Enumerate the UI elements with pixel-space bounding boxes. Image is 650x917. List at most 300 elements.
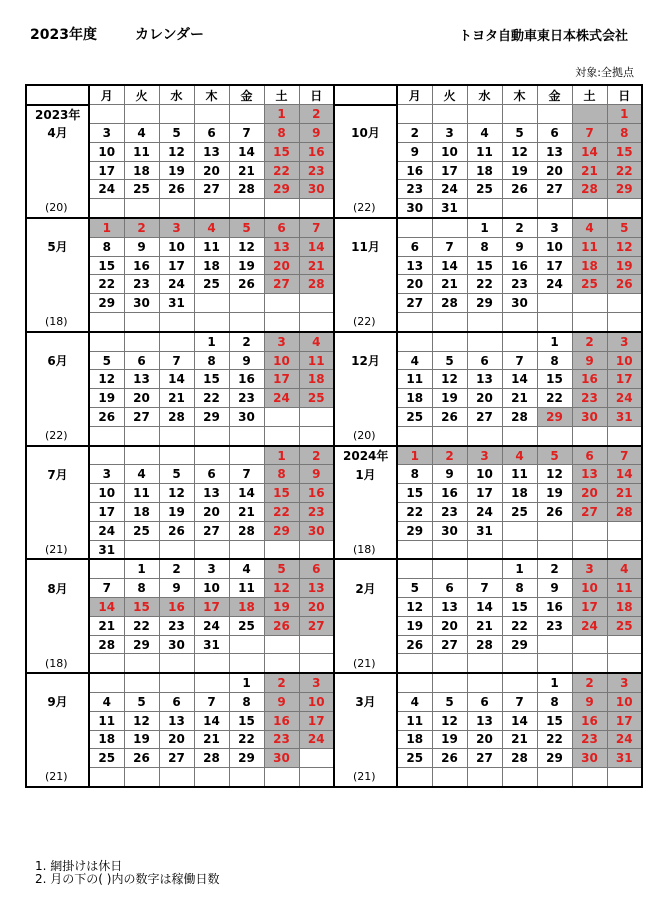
empty-cell [537, 635, 572, 654]
empty-cell [124, 768, 159, 787]
month-label-cell [26, 237, 89, 256]
week-row [26, 426, 642, 445]
holiday-cell: 21 [299, 256, 334, 275]
holiday-cell: 12 [264, 579, 299, 598]
day-cell: 15 [537, 370, 572, 389]
day-cell: 24 [467, 503, 502, 522]
empty-cell [124, 673, 159, 692]
holiday-cell: 14 [299, 237, 334, 256]
day-cell: 4 [89, 693, 124, 712]
day-cell: 26 [124, 749, 159, 768]
month-label-cell [334, 730, 397, 749]
day-cell: 22 [502, 616, 537, 635]
day-cell: 24 [537, 275, 572, 294]
holiday-cell: 16 [159, 598, 194, 617]
day-cell: 20 [194, 161, 229, 180]
holiday-cell: 20 [264, 256, 299, 275]
day-cell: 23 [502, 275, 537, 294]
empty-cell [572, 294, 607, 313]
day-cell: 21 [432, 275, 467, 294]
empty-cell [502, 332, 537, 351]
day-cell: 22 [124, 616, 159, 635]
day-cell: 4 [124, 465, 159, 484]
empty-cell [607, 635, 642, 654]
day-cell: 26 [159, 180, 194, 199]
week-row [26, 446, 642, 465]
day-cell: 5 [159, 465, 194, 484]
day-cell: 7 [194, 693, 229, 712]
day-cell: 19 [537, 484, 572, 503]
day-cell: 25 [397, 408, 432, 427]
empty-cell [89, 105, 124, 124]
empty-cell [229, 540, 264, 559]
day-cell: 6 [194, 124, 229, 143]
holiday-cell: 24 [572, 616, 607, 635]
holiday-cell: 10 [299, 693, 334, 712]
month-label-cell [26, 446, 89, 465]
empty-cell [572, 768, 607, 787]
empty-cell [467, 199, 502, 218]
month-label-cell [334, 237, 397, 256]
month-label-cell [26, 693, 89, 712]
month-label-cell [334, 332, 397, 351]
empty-cell [467, 105, 502, 124]
holiday-cell: 6 [572, 446, 607, 465]
holiday-cell: 5 [607, 218, 642, 237]
empty-cell [229, 654, 264, 673]
day-cell: 22 [194, 389, 229, 408]
day-cell: 7 [229, 465, 264, 484]
empty-cell [502, 521, 537, 540]
month-label-cell [26, 218, 89, 237]
month-name: 5月 [47, 240, 68, 255]
empty-cell [432, 313, 467, 332]
month-label-cell [26, 465, 89, 484]
holiday-cell: 17 [607, 711, 642, 730]
day-cell: 3 [537, 218, 572, 237]
month-label-cell [334, 408, 397, 427]
empty-cell [89, 332, 124, 351]
month-label-cell [334, 351, 397, 370]
month-label-cell [334, 598, 397, 617]
holiday-cell: 9 [299, 124, 334, 143]
workdays-count: (21) [45, 770, 68, 784]
year-label: 2024年 [343, 449, 389, 464]
day-cell: 29 [124, 635, 159, 654]
weekday-header: 日 [299, 85, 334, 105]
day-cell: 21 [194, 730, 229, 749]
holiday-cell: 27 [572, 503, 607, 522]
weekday-header: 木 [194, 85, 229, 105]
day-cell: 23 [537, 616, 572, 635]
day-cell: 23 [397, 180, 432, 199]
day-cell: 18 [502, 484, 537, 503]
week-row [26, 389, 642, 408]
day-cell: 13 [159, 711, 194, 730]
month-name: 8月 [47, 581, 68, 596]
day-cell: 2 [397, 124, 432, 143]
month-label-cell [26, 654, 89, 673]
empty-cell [467, 768, 502, 787]
day-cell: 13 [194, 484, 229, 503]
empty-cell [264, 654, 299, 673]
holiday-cell: 24 [607, 389, 642, 408]
day-cell: 25 [397, 749, 432, 768]
month-label-cell [26, 484, 89, 503]
holiday-cell: 21 [572, 161, 607, 180]
day-cell: 11 [467, 142, 502, 161]
day-cell: 3 [89, 465, 124, 484]
week-row [26, 654, 642, 673]
month-label-cell [26, 142, 89, 161]
day-cell: 14 [159, 370, 194, 389]
empty-cell [467, 673, 502, 692]
day-cell: 18 [397, 389, 432, 408]
empty-cell [299, 749, 334, 768]
empty-cell [397, 332, 432, 351]
day-cell: 22 [537, 389, 572, 408]
empty-cell [397, 313, 432, 332]
month-label-cell [26, 370, 89, 389]
month-label-cell [334, 579, 397, 598]
day-cell: 11 [397, 711, 432, 730]
day-cell: 20 [432, 616, 467, 635]
holiday-cell: 18 [229, 598, 264, 617]
holiday-cell: 2 [124, 218, 159, 237]
day-cell: 5 [502, 124, 537, 143]
month-label-cell [26, 768, 89, 787]
day-cell: 1 [537, 673, 572, 692]
empty-cell [607, 654, 642, 673]
holiday-cell: 4 [194, 218, 229, 237]
empty-cell [432, 768, 467, 787]
holiday-cell: 16 [299, 142, 334, 161]
empty-cell [194, 294, 229, 313]
month-label-cell [26, 389, 89, 408]
fiscal-year-title: 2023年度 [30, 27, 97, 43]
empty-cell [537, 768, 572, 787]
day-cell: 28 [229, 180, 264, 199]
day-cell: 25 [194, 275, 229, 294]
day-cell: 7 [502, 351, 537, 370]
holiday-cell: 4 [572, 218, 607, 237]
day-cell: 7 [432, 237, 467, 256]
day-cell: 18 [467, 161, 502, 180]
day-cell: 27 [194, 521, 229, 540]
week-row [26, 332, 642, 351]
note-holiday: 1. 網掛けは休日 [35, 859, 123, 873]
day-cell: 25 [502, 503, 537, 522]
day-cell: 7 [229, 124, 264, 143]
empty-cell [299, 199, 334, 218]
empty-cell [264, 540, 299, 559]
empty-cell [229, 105, 264, 124]
weekday-header: 日 [607, 85, 642, 105]
week-row [26, 105, 642, 124]
empty-cell [194, 446, 229, 465]
day-cell: 15 [89, 256, 124, 275]
month-label-cell [334, 559, 397, 578]
month-name: 10月 [351, 126, 380, 141]
week-row [26, 598, 642, 617]
month-label-cell [26, 275, 89, 294]
week-row [26, 256, 642, 275]
holiday-cell: 11 [572, 237, 607, 256]
month-label-cell [26, 161, 89, 180]
empty-cell [607, 294, 642, 313]
day-cell: 20 [397, 275, 432, 294]
day-cell: 29 [397, 521, 432, 540]
day-cell: 23 [432, 503, 467, 522]
week-row [26, 275, 642, 294]
month-label-cell [26, 351, 89, 370]
week-row [26, 616, 642, 635]
empty-cell [467, 559, 502, 578]
day-cell: 11 [229, 579, 264, 598]
empty-cell [537, 540, 572, 559]
day-cell: 6 [467, 351, 502, 370]
day-cell: 8 [194, 351, 229, 370]
day-cell: 7 [467, 579, 502, 598]
day-cell: 27 [432, 635, 467, 654]
holiday-cell: 17 [194, 598, 229, 617]
day-cell: 4 [467, 124, 502, 143]
empty-cell [264, 426, 299, 445]
day-cell: 29 [229, 749, 264, 768]
holiday-cell: 7 [572, 124, 607, 143]
empty-cell [537, 521, 572, 540]
day-cell: 16 [124, 256, 159, 275]
empty-cell [502, 313, 537, 332]
empty-cell [159, 199, 194, 218]
day-cell: 29 [502, 635, 537, 654]
empty-cell [607, 199, 642, 218]
day-cell: 1 [467, 218, 502, 237]
day-cell: 15 [397, 484, 432, 503]
holiday-cell: 28 [299, 275, 334, 294]
empty-cell [432, 673, 467, 692]
holiday-cell: 3 [467, 446, 502, 465]
day-cell: 23 [229, 389, 264, 408]
workdays-count: (18) [45, 315, 68, 329]
holiday-cell: 13 [264, 237, 299, 256]
day-cell: 30 [502, 294, 537, 313]
day-cell: 12 [432, 711, 467, 730]
day-cell: 22 [467, 275, 502, 294]
holiday-cell: 22 [607, 161, 642, 180]
weekday-header: 土 [572, 85, 607, 105]
day-cell: 14 [229, 484, 264, 503]
holiday-cell: 9 [264, 693, 299, 712]
week-row [26, 503, 642, 522]
day-cell: 14 [502, 370, 537, 389]
day-cell: 17 [89, 161, 124, 180]
day-cell: 8 [537, 351, 572, 370]
day-cell: 29 [467, 294, 502, 313]
day-cell: 15 [229, 711, 264, 730]
holiday-cell: 19 [264, 598, 299, 617]
day-cell: 10 [89, 142, 124, 161]
empty-cell [124, 426, 159, 445]
day-cell: 20 [467, 389, 502, 408]
empty-cell [397, 673, 432, 692]
day-cell: 27 [124, 408, 159, 427]
day-cell: 5 [432, 693, 467, 712]
calendar-table [25, 84, 643, 788]
month-label-cell [334, 370, 397, 389]
month-label-cell [26, 559, 89, 578]
holiday-cell: 7 [299, 218, 334, 237]
month-label-cell [26, 521, 89, 540]
weekday-header: 水 [467, 85, 502, 105]
day-cell: 4 [397, 351, 432, 370]
holiday-cell: 16 [264, 711, 299, 730]
empty-cell [159, 332, 194, 351]
day-cell: 17 [159, 256, 194, 275]
day-cell: 23 [159, 616, 194, 635]
day-cell: 19 [229, 256, 264, 275]
empty-cell [299, 294, 334, 313]
week-row [26, 465, 642, 484]
empty-cell [194, 540, 229, 559]
empty-cell [299, 313, 334, 332]
week-row [26, 768, 642, 787]
holiday-cell: 23 [299, 161, 334, 180]
empty-cell [229, 426, 264, 445]
day-cell: 28 [467, 635, 502, 654]
empty-cell [194, 199, 229, 218]
day-cell: 19 [89, 389, 124, 408]
day-cell: 8 [229, 693, 264, 712]
empty-cell [89, 654, 124, 673]
month-label-cell [334, 749, 397, 768]
day-cell: 13 [467, 370, 502, 389]
month-label-cell [26, 426, 89, 445]
week-row [26, 673, 642, 692]
day-cell: 8 [467, 237, 502, 256]
holiday-cell: 3 [607, 332, 642, 351]
holiday-cell: 3 [159, 218, 194, 237]
day-cell: 10 [89, 484, 124, 503]
holiday-cell: 14 [572, 142, 607, 161]
holiday-cell: 3 [572, 559, 607, 578]
day-cell: 1 [124, 559, 159, 578]
day-cell: 12 [432, 370, 467, 389]
holiday-cell: 1 [397, 446, 432, 465]
empty-cell [264, 408, 299, 427]
holiday-cell: 20 [299, 598, 334, 617]
day-cell: 8 [89, 237, 124, 256]
day-cell: 8 [502, 579, 537, 598]
month-label-cell [26, 332, 89, 351]
week-row [26, 540, 642, 559]
month-label-cell [26, 711, 89, 730]
empty-cell [537, 654, 572, 673]
empty-cell [432, 332, 467, 351]
day-cell: 24 [432, 180, 467, 199]
day-cell: 10 [537, 237, 572, 256]
day-cell: 29 [194, 408, 229, 427]
empty-cell [502, 426, 537, 445]
empty-cell [159, 673, 194, 692]
week-row [26, 294, 642, 313]
empty-cell [89, 426, 124, 445]
day-cell: 11 [194, 237, 229, 256]
day-cell: 18 [124, 503, 159, 522]
day-cell: 7 [89, 579, 124, 598]
day-cell: 25 [467, 180, 502, 199]
month-label-cell [334, 484, 397, 503]
day-cell: 7 [502, 693, 537, 712]
empty-cell [467, 332, 502, 351]
empty-cell [607, 521, 642, 540]
holiday-cell: 3 [299, 673, 334, 692]
day-cell: 19 [432, 730, 467, 749]
holiday-cell: 5 [537, 446, 572, 465]
day-cell: 30 [229, 408, 264, 427]
day-cell: 15 [537, 711, 572, 730]
holiday-cell: 3 [607, 673, 642, 692]
holiday-cell: 14 [607, 465, 642, 484]
weekday-header: 火 [432, 85, 467, 105]
empty-cell [397, 654, 432, 673]
empty-cell [572, 635, 607, 654]
day-cell: 16 [502, 256, 537, 275]
empty-cell [467, 426, 502, 445]
weekday-header: 金 [537, 85, 572, 105]
holiday-cell: 2 [572, 673, 607, 692]
holiday-cell: 20 [572, 484, 607, 503]
day-cell: 3 [432, 124, 467, 143]
month-label-cell [334, 768, 397, 787]
month-label-cell [26, 105, 89, 124]
empty-cell [537, 426, 572, 445]
month-label-cell [334, 465, 397, 484]
day-cell: 5 [124, 693, 159, 712]
empty-cell [89, 313, 124, 332]
day-cell: 25 [89, 749, 124, 768]
week-row [26, 730, 642, 749]
day-cell: 10 [432, 142, 467, 161]
holiday-cell: 16 [572, 711, 607, 730]
empty-cell [264, 768, 299, 787]
day-cell: 12 [537, 465, 572, 484]
month-name: 7月 [47, 467, 68, 482]
day-cell: 15 [502, 598, 537, 617]
workdays-count: (21) [353, 656, 376, 670]
empty-cell [194, 673, 229, 692]
day-cell: 4 [124, 124, 159, 143]
day-cell: 6 [432, 579, 467, 598]
day-cell: 7 [159, 351, 194, 370]
holiday-cell: 22 [264, 161, 299, 180]
holiday-cell: 29 [264, 180, 299, 199]
empty-cell [432, 540, 467, 559]
week-row [26, 559, 642, 578]
workdays-count: (21) [45, 542, 68, 556]
day-cell: 23 [124, 275, 159, 294]
holiday-cell: 9 [572, 351, 607, 370]
holiday-cell: 10 [264, 351, 299, 370]
month-name: 2月 [355, 581, 376, 596]
month-label-cell [334, 540, 397, 559]
day-cell: 17 [432, 161, 467, 180]
week-row [26, 635, 642, 654]
week-row [26, 370, 642, 389]
empty-cell [397, 426, 432, 445]
week-row [26, 313, 642, 332]
month-label-cell [334, 124, 397, 143]
